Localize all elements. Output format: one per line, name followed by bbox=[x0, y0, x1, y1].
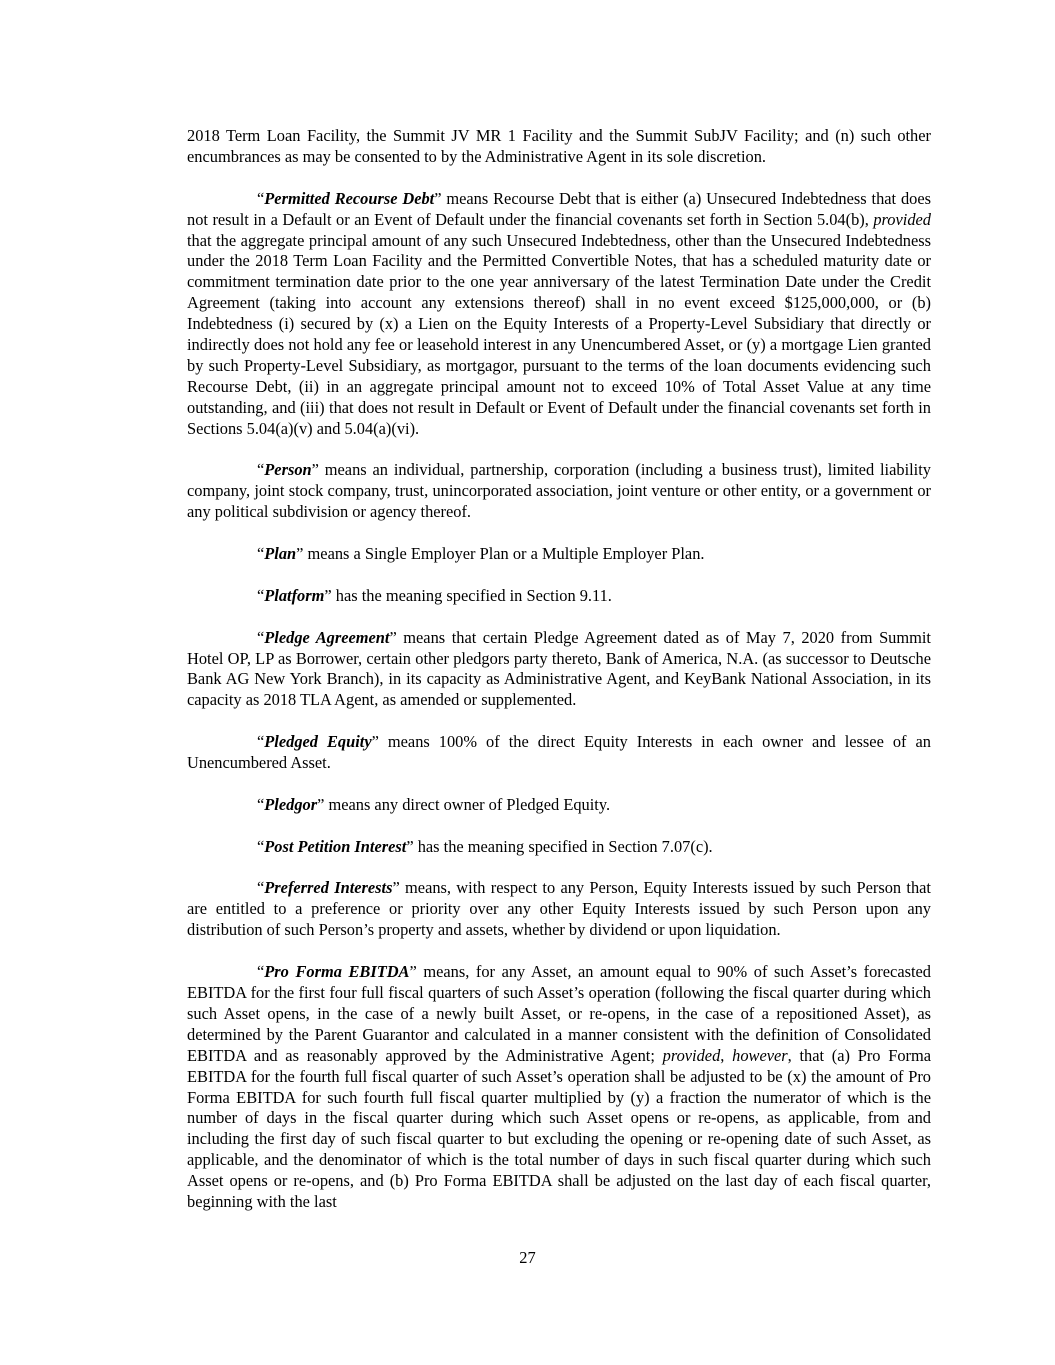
paragraph-text: ” means 100% of the direct Equity Interests in each owner and lessee of an Unencumbered Asset. bbox=[187, 732, 931, 773]
paragraph-text: “ bbox=[257, 627, 265, 647]
paragraph-text: “ bbox=[257, 732, 265, 752]
defined-term: Platform bbox=[264, 585, 325, 605]
emphasis-text: provided bbox=[662, 1045, 721, 1065]
paragraph-text: “ bbox=[257, 794, 265, 814]
emphasis-text: however bbox=[732, 1045, 788, 1065]
defined-term: Pro Forma EBITDA bbox=[264, 962, 410, 982]
paragraph-text: , bbox=[720, 1045, 733, 1065]
paragraph-text: ” means a Single Employer Plan or a Multiple Employer Plan. bbox=[296, 544, 705, 564]
paragraph bbox=[187, 732, 931, 774]
paragraph-text: 2018 Term Loan Facility, the Summit JV MR 1 Facility and the Summit SubJV Facility; and (n) such other encumbrances as may be consented to by the Administrative Agent in its sole discretion. bbox=[187, 126, 931, 166]
defined-term: Pledgor bbox=[264, 794, 318, 814]
paragraph-text: “ bbox=[257, 585, 265, 605]
paragraph-text: ” means an individual, partnership, corporation (including a business trust), limited liability company, joint stock company, trust, unincorporated association, joint venture or other entity, or a government or any political subdivision or agency thereof. bbox=[187, 460, 931, 522]
paragraph-text: “ bbox=[257, 836, 265, 856]
paragraph-text: “ bbox=[257, 544, 265, 564]
paragraph bbox=[187, 795, 931, 816]
defined-term: Pledge Agreement bbox=[264, 627, 390, 647]
defined-term: Post Petition Interest bbox=[264, 836, 407, 856]
paragraph-text: “ bbox=[257, 188, 265, 208]
paragraph-text: “ bbox=[257, 878, 265, 898]
defined-term: Pledged Equity bbox=[264, 732, 372, 752]
paragraph bbox=[187, 544, 931, 565]
paragraph bbox=[187, 460, 931, 523]
defined-term: Permitted Recourse Debt bbox=[264, 188, 435, 208]
paragraph-text: , that (a) Pro Forma EBITDA for the fourth full fiscal quarter of such Asset’s operation shall be adjusted to be (x) the amount of Pro Forma EBITDA for such fourth full fiscal quarter multiplied by (y) a fraction the numerator of which is the number of days in the fiscal quarter during which such Asset opens or re-opens, as applicable, from and including the first day of such fiscal quarter to but excluding the opening or re-opening date of such Asset, as applicable, and the denominator of which is the total number of days in such fiscal quarter during which such Asset opens or re-opens, and (b) Pro Forma EBITDA shall be adjusted on the last day of each fiscal quarter, beginning with the last bbox=[187, 1045, 932, 1212]
paragraph-text: ” means, with respect to any Person, Equity Interests issued by such Person that are entitled to a preference or priority over any other Equity Interests issued by such Person upon any distribution of such Person’s property and assets, whether by dividend or upon liquidation. bbox=[187, 878, 931, 940]
page-body bbox=[187, 126, 931, 1234]
paragraph-text: ” means any direct owner of Pledged Equity. bbox=[317, 794, 611, 814]
defined-term: Plan bbox=[264, 544, 297, 564]
paragraph bbox=[187, 878, 931, 941]
defined-term: Person bbox=[264, 460, 312, 480]
paragraph-text: ” means, for any Asset, an amount equal to 90% of such Asset’s forecasted EBITDA for the first four full fiscal quarters of such Asset’s operation (following the fiscal quarter during which such Asset opens, in the case of a newly built Asset, or re-opens, in the case of a repositioned Asset), as determined by the Parent Guarantor and calculated in a manner consistent with the definition of Consolidated EBITDA and as reasonably approved by the Administrative Agent; bbox=[187, 962, 931, 1065]
paragraph-text: that the aggregate principal amount of any such Unsecured Indebtedness, other than the Unsecured Indebtedness under the 2018 Term Loan Facility and the Permitted Convertible Notes, that has a scheduled maturity date or commitment termination date prior to the one year anniversary of the latest Termination Date under the Credit Agreement (taking into account any extensions thereof) shall in no event exceed $125,000,000, or (b) Indebtedness (i) secured by (x) a Lien on the Equity Interests of a Property-Level Subsidiary that directly or indirectly does not hold any fee or leasehold interest in any Unencumbered Asset, or (y) a mortgage Lien granted by such Property-Level Subsidiary, as mortgagor, pursuant to the terms of the loan documents evidencing such Recourse Debt, (ii) in an aggregate principal amount not to exceed 10% of Total Asset Value at any time outstanding, and (iii) that does not result in Default or Event of Default under the financial covenants set forth in Sections 5.04(a)(v) and 5.04(a)(vi). bbox=[187, 230, 931, 438]
paragraph-text: ” means Recourse Debt that is either (a) Unsecured Indebtedness that does not result in a Default or an Event of Default under the financial covenants set forth in Section 5.04(b), bbox=[187, 188, 932, 229]
paragraph bbox=[187, 586, 931, 607]
paragraph-text: “ bbox=[257, 460, 265, 480]
paragraph bbox=[187, 126, 931, 168]
paragraph bbox=[187, 962, 931, 1213]
emphasis-text: provided bbox=[873, 209, 931, 229]
paragraph bbox=[187, 628, 931, 712]
paragraph-text: ” has the meaning specified in Section 7.07(c). bbox=[406, 836, 713, 856]
paragraph bbox=[187, 837, 931, 858]
paragraph-text: “ bbox=[257, 962, 265, 982]
paragraph-text: ” means that certain Pledge Agreement dated as of May 7, 2020 from Summit Hotel OP, LP as Borrower, certain other pledgors party thereto, Bank of America, N.A. (as successor to Deutsche Bank AG New York Branch), in its capacity as Administrative Agent, and KeyBank National Association, in its capacity as 2018 TLA Agent, as amended or supplemented. bbox=[187, 627, 931, 710]
paragraph bbox=[187, 189, 931, 440]
paragraph-text: ” has the meaning specified in Section 9.11. bbox=[324, 585, 612, 605]
defined-term: Preferred Interests bbox=[264, 878, 393, 898]
page-number: 27 bbox=[519, 1248, 536, 1267]
